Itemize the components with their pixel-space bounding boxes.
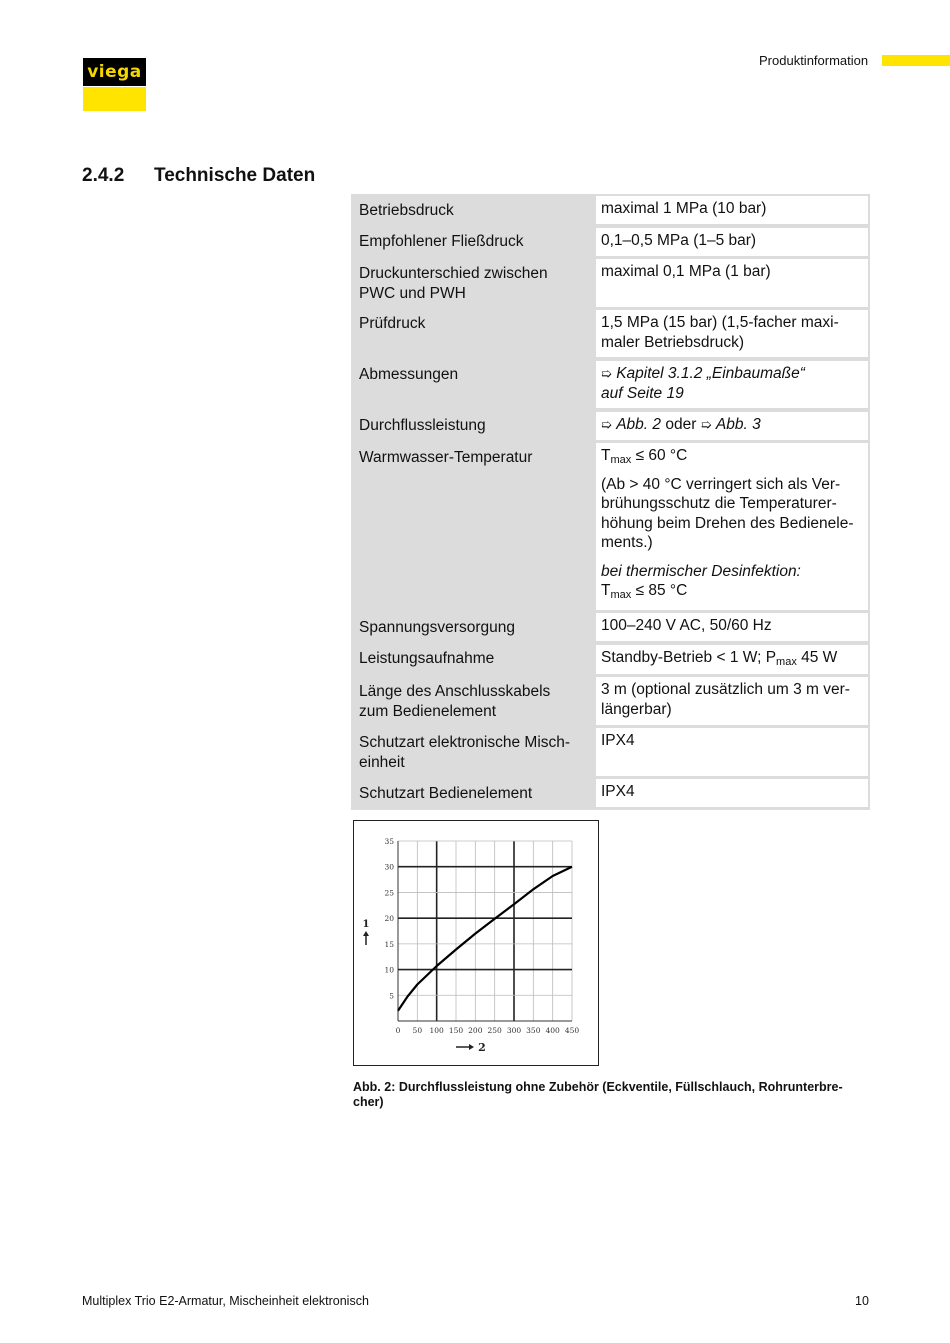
chapter-reference-link[interactable]: Kapitel 3.1.2 „Einbaumaße“ — [616, 365, 805, 382]
x-axis-label: 2 — [478, 1041, 486, 1054]
y-axis-label: 1 — [362, 919, 370, 930]
x-tick-label: 0 — [395, 1026, 401, 1035]
figure-caption: Abb. 2: Durchflussleistung ohne Zubehör (Eckventile, Füllschlauch, Rohrunterbre- cher) — [353, 1080, 843, 1109]
y-tick-label: 35 — [384, 837, 394, 846]
row-value: 1,5 MPa (15 bar) (1,5-facher maxi- maler Betriebsdruck) — [596, 310, 868, 357]
row-value: 100–240 V AC, 50/60 Hz — [596, 613, 868, 641]
row-label: Länge des Anschlusskabels zum Bedienelement — [359, 683, 551, 720]
y-axis-arrowhead — [363, 931, 369, 936]
x-tick-label: 300 — [506, 1026, 522, 1035]
x-tick-label: 100 — [429, 1026, 444, 1035]
x-tick-label: 150 — [448, 1026, 464, 1035]
row-label: Warmwasser-Temperatur — [359, 449, 533, 466]
x-tick-label: 50 — [412, 1026, 423, 1035]
figure-reference-link[interactable]: Abb. 3 — [715, 416, 761, 433]
y-tick-label: 10 — [384, 965, 394, 975]
row-value: IPX4 — [596, 779, 868, 807]
footer-page-number: 10 — [855, 1294, 869, 1308]
row-value: ➯ Abb. 2 oder ➯ Abb. 3 — [596, 412, 868, 440]
figure-reference-link[interactable]: Abb. 2 — [616, 416, 662, 433]
row-label: Abmessungen — [359, 366, 459, 383]
row-value — [596, 361, 868, 408]
reference-arrow-icon: ➯ — [601, 366, 612, 381]
logo-text: viega — [87, 62, 142, 82]
x-tick-label: 350 — [526, 1026, 541, 1035]
reference-arrow-icon: ➯ — [700, 417, 712, 432]
row-label: Spannungsversorgung — [359, 619, 515, 636]
y-tick-label: 20 — [384, 914, 394, 924]
reference-arrow-icon: ➯ — [601, 417, 612, 432]
row-label: Schutzart Bedienelement — [359, 785, 533, 802]
y-tick-label: 15 — [384, 939, 394, 949]
row-value: 3 m (optional zusätzlich um 3 m ver- längerbar) — [596, 677, 868, 725]
flow-curve-line — [398, 867, 572, 1011]
section-number: 2.4.2 — [82, 165, 125, 186]
row-label: Empfohlener Fließdruck — [359, 233, 524, 250]
row-label: Schutzart elektronische Misch- einheit — [359, 734, 571, 771]
row-value: maximal 0,1 MPa (1 bar) — [596, 259, 868, 307]
row-label: Leistungsaufnahme — [359, 650, 495, 667]
flow-rate-chart — [353, 820, 599, 1066]
section-title: Technische Daten — [154, 165, 316, 186]
x-tick-label: 450 — [564, 1026, 580, 1035]
header-label: Produktinformation — [759, 53, 869, 68]
x-tick-label: 250 — [487, 1026, 502, 1035]
footer-document-title: Multiplex Trio E2-Armatur, Mischeinheit elektronisch — [82, 1294, 369, 1308]
header-accent-bar — [882, 55, 950, 66]
y-tick-label: 5 — [389, 991, 394, 1001]
row-label: Druckunterschied zwischen PWC und PWH — [359, 265, 548, 302]
row-value: $T_{max} \le 60$ °C (Ab > 40 °C verringert sich als Ver- brühungsschutz die Temperaturer- höhung beim Drehen des Bedienele- ments.) bei thermischer Desinfektion: $T_{max} \le 85$ °C — [596, 443, 868, 610]
row-value: IPX4 — [596, 728, 868, 776]
row-label: Betriebsdruck — [359, 202, 454, 219]
y-tick-label: 25 — [384, 888, 394, 898]
row-label: Durchflussleistung — [359, 417, 486, 434]
x-axis-arrowhead — [469, 1044, 474, 1050]
page-reference-link[interactable]: auf Seite 19 — [601, 384, 684, 402]
row-value: maximal 1 MPa (10 bar) — [596, 196, 868, 224]
flow-rate-chart-svg — [354, 821, 598, 1065]
y-tick-label: 30 — [384, 862, 394, 872]
row-label: Prüfdruck — [359, 315, 426, 332]
x-tick-label: 400 — [545, 1026, 560, 1035]
row-value: 0,1–0,5 MPa (1–5 bar) — [596, 228, 868, 256]
viega-logo — [83, 58, 146, 111]
row-value: Standby-Betrieb < 1 W; $P_{max}$ 45 W — [596, 645, 868, 674]
x-tick-label: 200 — [468, 1026, 483, 1035]
